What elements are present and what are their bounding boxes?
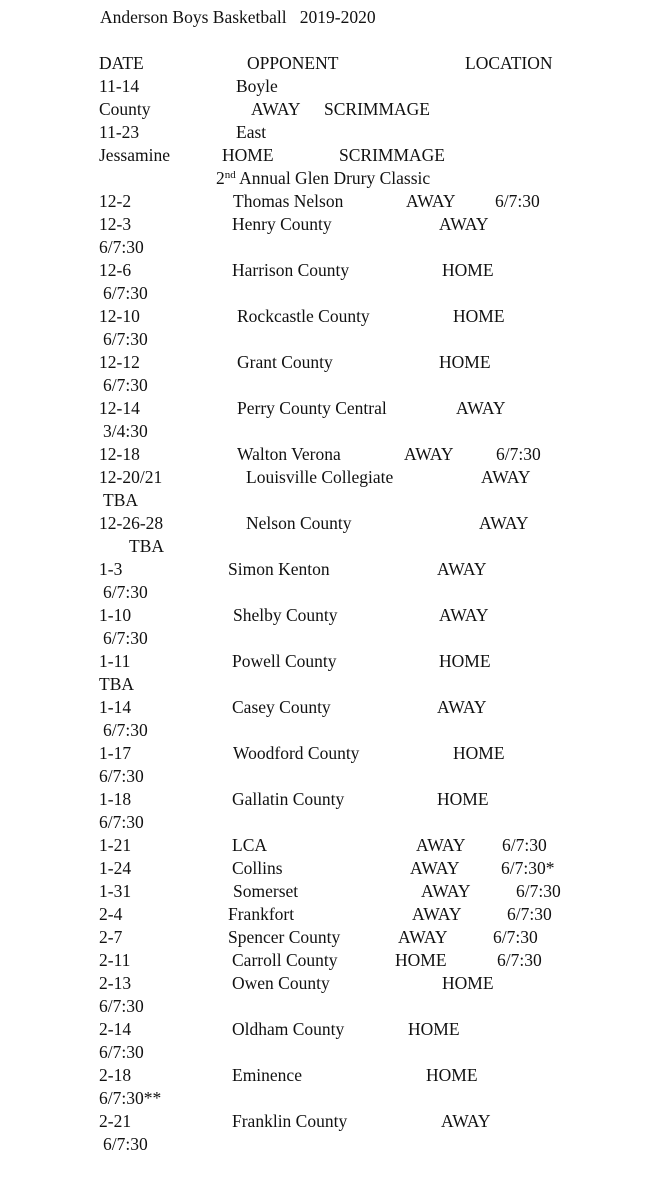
- header-location: LOCATION: [465, 53, 553, 73]
- game-date: 12-18: [99, 444, 140, 464]
- game-opponent: Harrison County: [232, 260, 350, 280]
- game-date: 11-23: [99, 122, 140, 142]
- game-date: 2-4: [99, 904, 123, 924]
- game-opponent: Frankfort: [228, 904, 295, 924]
- game-date: 12-20/21: [99, 467, 163, 487]
- game-time: 6/7:30: [497, 950, 542, 970]
- game-date: 12-26-28: [99, 513, 164, 533]
- game-date: 12-6: [99, 260, 132, 280]
- game-time: 6/7:30: [493, 927, 538, 947]
- game-date: 6/7:30: [99, 1042, 144, 1062]
- header-opponent: OPPONENT: [247, 53, 339, 73]
- game-opponent: Perry County Central: [237, 398, 387, 418]
- game-date: 12-12: [99, 352, 140, 372]
- game-date: 1-3: [99, 559, 123, 579]
- game-date: TBA: [99, 674, 134, 694]
- game-location: AWAY: [456, 398, 506, 418]
- game-opponent: Carroll County: [232, 950, 338, 970]
- game-opponent: Oldham County: [232, 1019, 345, 1039]
- game-opponent: Owen County: [232, 973, 330, 993]
- game-date: 1-24: [99, 858, 132, 878]
- game-opponent: HOME: [222, 145, 274, 165]
- game-date: 12-2: [99, 191, 132, 211]
- game-opponent: Simon Kenton: [228, 559, 330, 579]
- game-opponent: East: [236, 122, 267, 142]
- game-date: 1-17: [99, 743, 132, 763]
- game-location: AWAY: [439, 214, 489, 234]
- game-date: 6/7:30: [99, 237, 144, 257]
- game-location: AWAY: [437, 559, 487, 579]
- game-location: HOME: [439, 352, 491, 372]
- game-date: 2-14: [99, 1019, 132, 1039]
- game-date: 1-14: [99, 697, 132, 717]
- game-location: HOME: [442, 973, 494, 993]
- game-date: 2-7: [99, 927, 123, 947]
- game-date: 2-13: [99, 973, 132, 993]
- game-location: HOME: [442, 260, 494, 280]
- game-location: SCRIMMAGE: [324, 99, 430, 119]
- game-time: 6/7:30*: [501, 858, 555, 878]
- game-opponent: Henry County: [232, 214, 332, 234]
- game-date: TBA: [129, 536, 164, 556]
- classic-ordinal: 2: [216, 168, 225, 188]
- game-date: 6/7:30: [99, 996, 144, 1016]
- game-location: AWAY: [439, 605, 489, 625]
- game-opponent: Rockcastle County: [237, 306, 370, 326]
- game-opponent: LCA: [232, 835, 267, 855]
- game-date: 1-31: [99, 881, 132, 901]
- classic-title: Annual Glen Drury Classic: [235, 168, 431, 188]
- game-location: AWAY: [404, 444, 454, 464]
- game-date: 6/7:30**: [99, 1088, 162, 1108]
- game-opponent: Eminence: [232, 1065, 302, 1085]
- game-date: 6/7:30: [103, 375, 148, 395]
- game-date: 1-21: [99, 835, 132, 855]
- document-title: Anderson Boys Basketball 2019-2020: [100, 7, 376, 27]
- game-opponent: Walton Verona: [237, 444, 341, 464]
- header-date: DATE: [99, 53, 144, 73]
- game-opponent: Nelson County: [246, 513, 352, 533]
- game-location: AWAY: [481, 467, 531, 487]
- game-opponent: AWAY: [251, 99, 301, 119]
- game-date: 2-18: [99, 1065, 132, 1085]
- game-date: 6/7:30: [99, 812, 144, 832]
- game-date: 6/7:30: [103, 628, 148, 648]
- game-location: AWAY: [410, 858, 460, 878]
- game-time: 6/7:30: [496, 444, 541, 464]
- game-opponent: Collins: [232, 858, 283, 878]
- game-location: SCRIMMAGE: [339, 145, 445, 165]
- game-opponent: Franklin County: [232, 1111, 348, 1131]
- game-location: HOME: [453, 743, 505, 763]
- game-location: HOME: [437, 789, 489, 809]
- game-date: 12-10: [99, 306, 140, 326]
- game-opponent: Somerset: [233, 881, 299, 901]
- game-opponent: Boyle: [236, 76, 278, 96]
- game-opponent: Shelby County: [233, 605, 338, 625]
- game-date: 6/7:30: [103, 720, 148, 740]
- game-date: 12-3: [99, 214, 132, 234]
- game-date: 6/7:30: [103, 582, 148, 602]
- game-opponent: Thomas Nelson: [233, 191, 344, 211]
- game-location: AWAY: [398, 927, 448, 947]
- game-location: AWAY: [421, 881, 471, 901]
- game-opponent: Louisville Collegiate: [246, 467, 394, 487]
- game-location: HOME: [395, 950, 447, 970]
- game-opponent: Spencer County: [228, 927, 341, 947]
- game-location: HOME: [439, 651, 491, 671]
- game-opponent: Gallatin County: [232, 789, 345, 809]
- game-date: 11-14: [99, 76, 140, 96]
- classic-ordinal-suffix: nd: [224, 169, 236, 181]
- game-date: TBA: [103, 490, 138, 510]
- game-date: 6/7:30: [103, 283, 148, 303]
- game-location: HOME: [453, 306, 505, 326]
- game-date: 2-21: [99, 1111, 132, 1131]
- game-opponent: Casey County: [232, 697, 331, 717]
- game-location: AWAY: [406, 191, 456, 211]
- game-date: 3/4:30: [103, 421, 148, 441]
- game-time: 6/7:30: [495, 191, 540, 211]
- game-date: 6/7:30: [99, 766, 144, 786]
- game-location: AWAY: [441, 1111, 491, 1131]
- game-opponent: Powell County: [232, 651, 337, 671]
- game-location: AWAY: [412, 904, 462, 924]
- game-location: AWAY: [416, 835, 466, 855]
- game-time: 6/7:30: [507, 904, 552, 924]
- game-opponent: Woodford County: [233, 743, 360, 763]
- game-date: Jessamine: [99, 145, 170, 165]
- game-date: 6/7:30: [103, 329, 148, 349]
- game-time: 6/7:30: [516, 881, 561, 901]
- game-date: 12-14: [99, 398, 140, 418]
- game-date: 2-11: [99, 950, 131, 970]
- game-date: 1-18: [99, 789, 132, 809]
- game-location: AWAY: [437, 697, 487, 717]
- game-date: 6/7:30: [103, 1134, 148, 1154]
- game-date: County: [99, 99, 151, 119]
- game-location: AWAY: [479, 513, 529, 533]
- game-date: 1-11: [99, 651, 131, 671]
- game-opponent: Grant County: [237, 352, 333, 372]
- game-location: HOME: [408, 1019, 460, 1039]
- game-time: 6/7:30: [502, 835, 547, 855]
- classic-heading: [216, 170, 430, 188]
- game-date: 1-10: [99, 605, 132, 625]
- game-location: HOME: [426, 1065, 478, 1085]
